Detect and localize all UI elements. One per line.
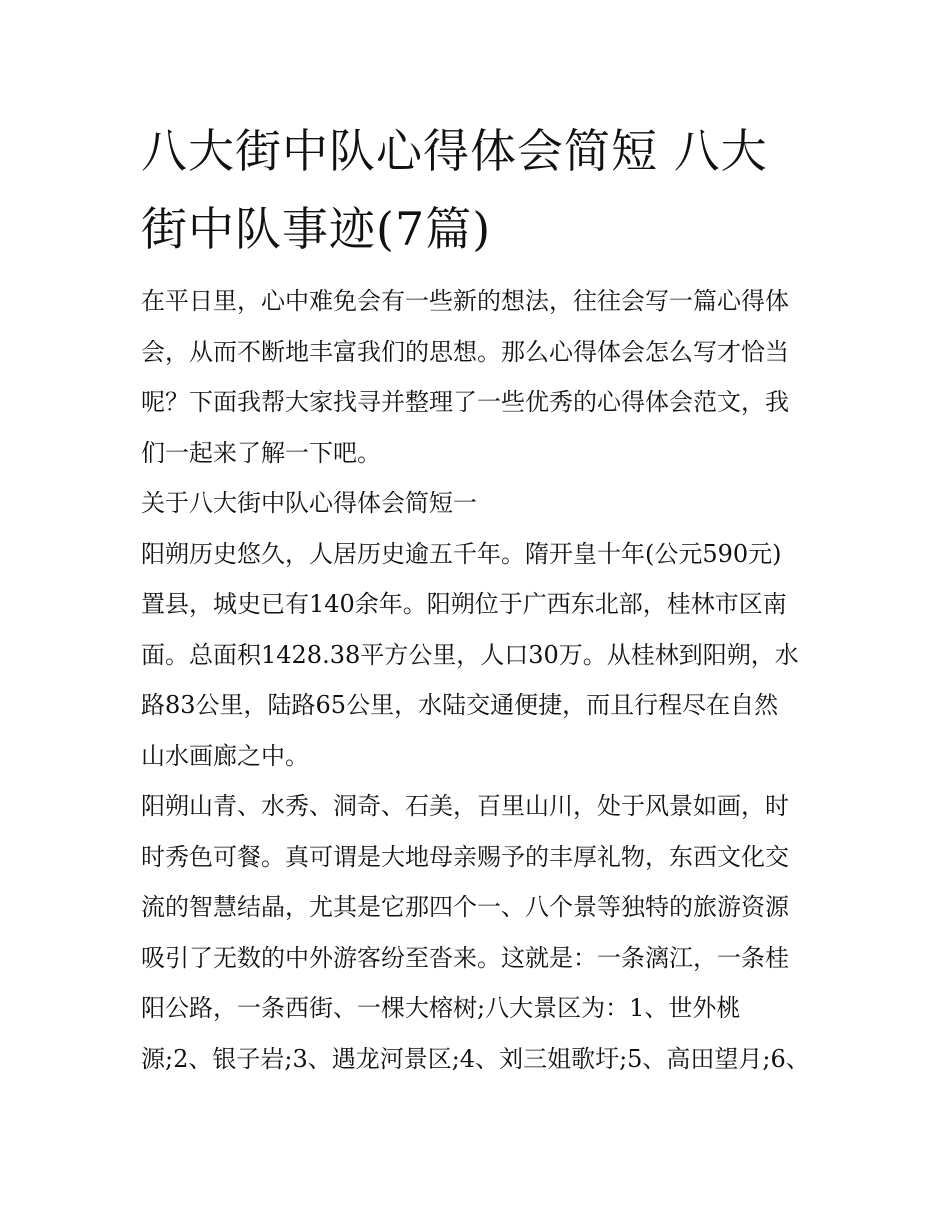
text-line: 阳朔山青、水秀、洞奇、石美，百里山川，处于风景如画，时	[141, 792, 789, 820]
section-heading	[141, 478, 813, 529]
text-line: 在平日里，心中难免会有一些新的想法，往往会写一篇心得体	[141, 287, 789, 315]
title-line: 街中队事迹(7篇)	[141, 202, 492, 256]
intro-paragraph	[141, 276, 813, 478]
text-line: 置县，城史已有140余年。阳朔位于广西东北部，桂林市区南	[141, 590, 787, 618]
text-line: 山水画廊之中。	[141, 741, 309, 770]
text-line: 会，从而不断地丰富我们的思想。那么心得体会怎么写才恰当	[141, 337, 789, 366]
text-line: 吸引了无数的中外游客纷至沓来。这就是：一条漓江，一条桂	[141, 943, 789, 972]
text-line: 阳公路，一条西街、一棵大榕树;八大景区为：1、世外桃	[141, 994, 741, 1022]
text-line: 时秀色可餐。真可谓是大地母亲赐予的丰厚礼物，东西文化交	[141, 842, 789, 871]
text-line: 面。总面积1428.38平方公里，人口30万。从桂林到阳朔，水	[141, 640, 799, 669]
text-line: 源;2、银子岩;3、遇龙河景区;4、刘三姐歌圩;5、高田望月;6、	[141, 1044, 810, 1073]
document-title	[141, 112, 813, 268]
scenery-paragraph	[141, 781, 813, 1084]
text-line: 流的智慧结晶，尤其是它那四个一、八个景等独特的旅游资源	[141, 893, 789, 921]
history-paragraph	[141, 529, 813, 782]
document-page	[141, 112, 813, 1084]
text-line: 呢？下面我帮大家找寻并整理了一些优秀的心得体会范文，我	[141, 388, 789, 416]
text-line: 们一起来了解一下吧。	[141, 438, 381, 467]
text-line: 关于八大街中队心得体会简短一	[141, 489, 477, 517]
text-line: 阳朔历史悠久，人居历史逾五千年。隋开皇十年(公元590元)	[141, 539, 782, 568]
text-line: 路83公里，陆路65公里，水陆交通便捷，而且行程尽在自然	[141, 691, 779, 719]
title-line: 八大街中队心得体会简短 八大	[141, 124, 768, 178]
